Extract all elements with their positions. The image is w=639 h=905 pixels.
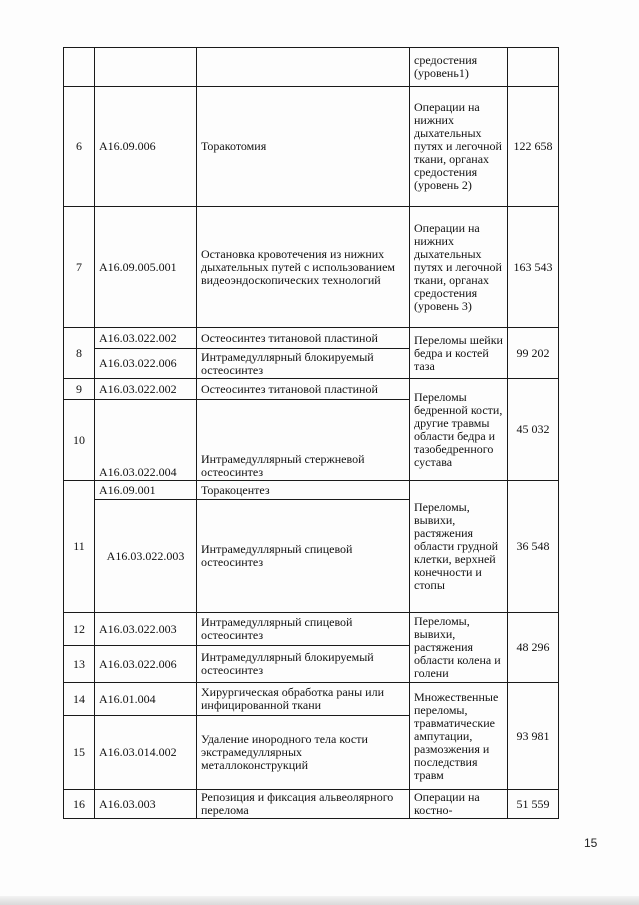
row-number: 6 — [64, 87, 95, 207]
table-row — [64, 48, 559, 87]
service-name: Интрамедуллярный блокируемый остеосинтез — [197, 646, 410, 683]
ksg-group: средостения (уровень1) — [410, 48, 508, 87]
price — [508, 48, 559, 87]
price: 163 543 — [508, 207, 559, 328]
row-number: 9 — [64, 379, 95, 400]
table-row — [64, 328, 559, 349]
row-number: 15 — [64, 716, 95, 790]
table-row — [64, 207, 559, 328]
service-code: A16.03.022.002 — [95, 328, 197, 349]
service-code: A16.09.001 — [95, 481, 197, 500]
row-number: 8 — [64, 328, 95, 379]
row-number: 7 — [64, 207, 95, 328]
service-name: Удаление инородного тела кости экстрамедуллярных металлоконструкций — [197, 716, 410, 790]
row-number: 13 — [64, 646, 95, 683]
service-name: Интрамедуллярный стержневой остеосинтез — [197, 400, 410, 481]
service-name — [197, 48, 410, 87]
row-number: 11 — [64, 481, 95, 613]
price: 45 032 — [508, 379, 559, 481]
service-name: Остановка кровотечения из нижних дыхательных путей с использованием видеоэндоскопических технологий — [197, 207, 410, 328]
ksg-group: Операции на нижних дыхательных путях и легочной ткани, органах средостения (уровень 2) — [410, 87, 508, 207]
row-number: 10 — [64, 400, 95, 481]
ksg-group: Множественные переломы, травматические ампутации, размозжения и последствия травм — [410, 683, 508, 790]
price: 51 559 — [508, 790, 559, 819]
price: 48 296 — [508, 613, 559, 683]
service-name: Торакоцентез — [197, 481, 410, 500]
service-name: Интрамедуллярный спицевой остеосинтез — [197, 613, 410, 646]
row-number: 16 — [64, 790, 95, 819]
service-name: Хирургическая обработка раны или инфицированной ткани — [197, 683, 410, 716]
service-code: A16.01.004 — [95, 683, 197, 716]
ksg-group: Операции на нижних дыхательных путях и легочной ткани, органах средостения (уровень 3) — [410, 207, 508, 328]
table-row — [64, 379, 559, 400]
table-row — [64, 87, 559, 207]
service-name: Торакотомия — [197, 87, 410, 207]
row-number — [64, 48, 95, 87]
service-code: A16.03.022.003 — [95, 613, 197, 646]
ksg-group: Переломы шейки бедра и костей таза — [410, 328, 508, 379]
ksg-group: Переломы, вывихи, растяжения области колена и голени — [410, 613, 508, 683]
ksg-group: Операции на костно- — [410, 790, 508, 819]
service-code: A16.03.003 — [95, 790, 197, 819]
tariff-table — [63, 47, 559, 819]
service-code: A16.03.022.004 — [95, 400, 197, 481]
row-number: 14 — [64, 683, 95, 716]
ksg-group: Переломы, вывихи, растяжения области грудной клетки, верхней конечности и стопы — [410, 481, 508, 613]
service-code: A16.03.022.006 — [95, 646, 197, 683]
scan-edge — [0, 896, 639, 905]
service-code: A16.03.022.006 — [95, 349, 197, 379]
price: 99 202 — [508, 328, 559, 379]
row-number: 12 — [64, 613, 95, 646]
table-row — [64, 683, 559, 716]
ksg-group: Переломы бедренной кости, другие травмы области бедра и тазобедренного сустава — [410, 379, 508, 481]
service-name: Репозиция и фиксация альвеолярного перелома — [197, 790, 410, 819]
service-code: A16.03.022.002 — [95, 379, 197, 400]
service-name: Интрамедуллярный спицевой остеосинтез — [197, 500, 410, 613]
table-row — [64, 481, 559, 500]
service-name: Остеосинтез титановой пластиной — [197, 328, 410, 349]
service-name: Остеосинтез титановой пластиной — [197, 379, 410, 400]
service-code — [95, 48, 197, 87]
price: 93 981 — [508, 683, 559, 790]
price: 122 658 — [508, 87, 559, 207]
page-number: 15 — [584, 836, 598, 850]
table-row — [64, 613, 559, 646]
service-code: A16.03.022.003 — [95, 500, 197, 613]
table-row — [64, 790, 559, 819]
service-name: Интрамедуллярный блокируемый остеосинтез — [197, 349, 410, 379]
service-code: A16.03.014.002 — [95, 716, 197, 790]
price: 36 548 — [508, 481, 559, 613]
service-code: A16.09.006 — [95, 87, 197, 207]
service-code: A16.09.005.001 — [95, 207, 197, 328]
